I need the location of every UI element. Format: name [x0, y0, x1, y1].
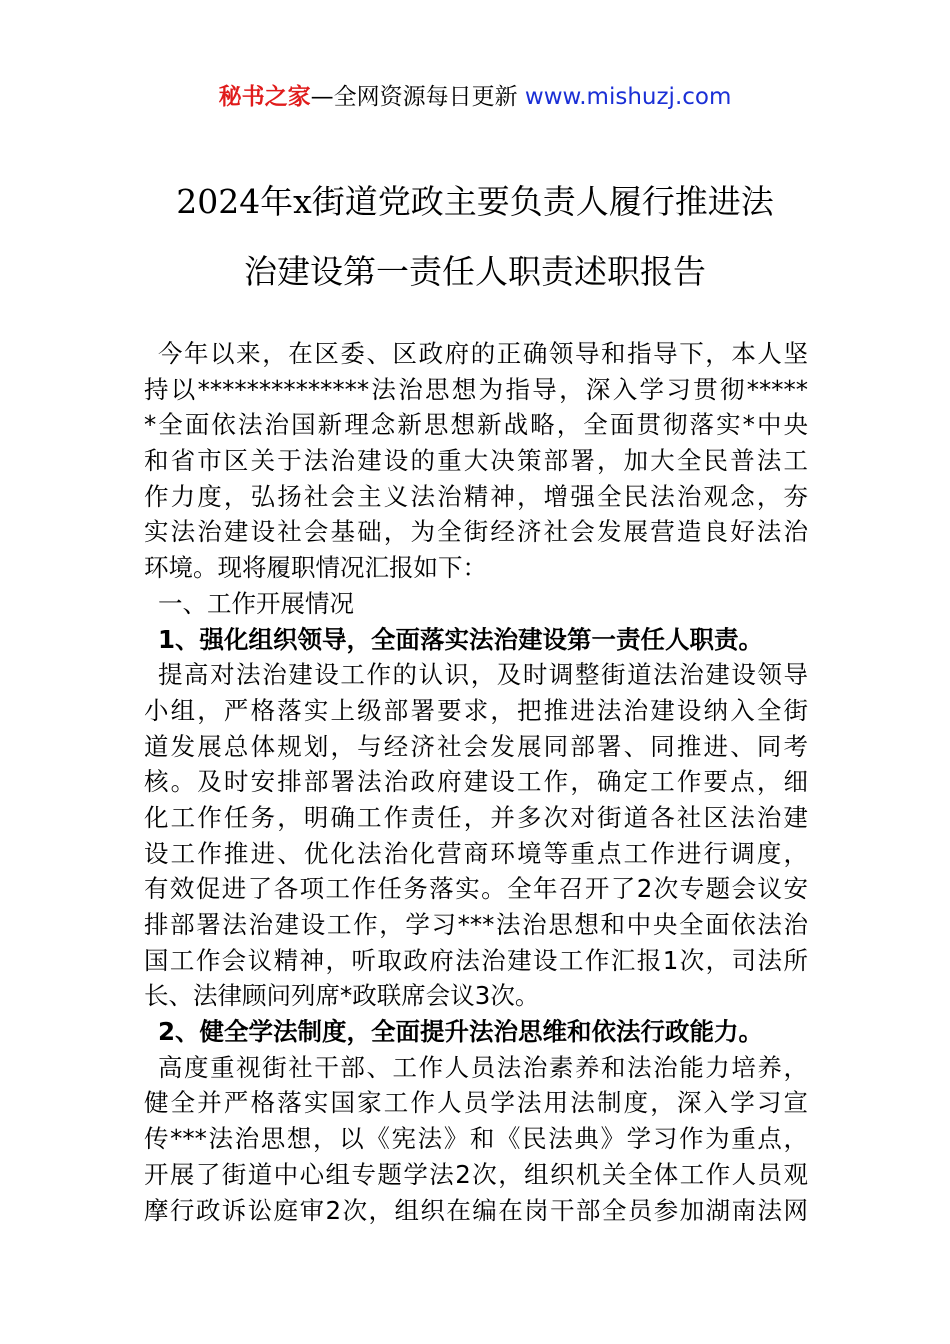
body-line: 排部署法治建设工作，学习***法治思想和中央全面依法治	[144, 910, 808, 939]
body-line: 作力度，弘扬社会主义法治精神，增强全民法治观念，夯	[144, 481, 808, 511]
body-line: 健全并严格落实国家工作人员学法用法制度，深入学习宣	[144, 1088, 808, 1118]
body-line: 核。及时安排部署法治政府建设工作，确定工作要点，细	[144, 767, 808, 797]
body-line: 实法治建设社会基础，为全街经济社会发展营造良好法治	[144, 517, 808, 547]
body-line: *全面依法治国新理念新思想新战略，全面贯彻落实*中央	[144, 410, 808, 440]
subsection-heading: 2、健全学法制度，全面提升法治思维和依法行政能力。	[158, 1017, 764, 1047]
document-title-line-2: 治建设第一责任人职责述职报告	[244, 252, 706, 291]
body-line: 提高对法治建设工作的认识，及时调整街道法治建设领导	[158, 660, 808, 690]
body-line: 摩行政诉讼庭审2次，组织在编在岗干部全员参加湖南法网	[144, 1195, 808, 1225]
document-body	[144, 336, 808, 1228]
document-title-line-1: 2024年x街道党政主要负责人履行推进法	[176, 182, 774, 221]
body-line: 长、法律顾问列席*政联席会议3次。	[144, 981, 540, 1011]
header-tagline: —全网资源每日更新	[310, 84, 525, 110]
body-line: 有效促进了各项工作任务落实。全年召开了2次专题会议安	[144, 874, 808, 904]
body-line: 国工作会议精神，听取政府法治建设工作汇报1次，司法所	[144, 945, 808, 975]
body-line: 和省市区关于法治建设的重大决策部署，加大全民普法工	[144, 446, 808, 476]
body-line: 设工作推进、优化法治化营商环境等重点工作进行调度，	[144, 838, 808, 868]
subsection-heading: 1、强化组织领导，全面落实法治建设第一责任人职责。	[158, 624, 764, 654]
section-heading: 一、工作开展情况	[158, 588, 354, 618]
body-line: 环境。现将履职情况汇报如下：	[144, 553, 487, 583]
brand-name: 秘书之家	[218, 84, 311, 110]
site-header	[0, 80, 950, 114]
body-line: 小组，严格落实上级部署要求，把推进法治建设纳入全街	[144, 695, 808, 725]
body-line: 开展了街道中心组专题学法2次，组织机关全体工作人员观	[144, 1159, 808, 1189]
body-line: 传***法治思想，以《宪法》和《民法典》学习作为重点，	[144, 1124, 808, 1154]
site-url[interactable]: www.mishuzj.com	[524, 84, 732, 110]
body-line: 道发展总体规划，与经济社会发展同部署、同推进、同考	[144, 731, 808, 761]
body-line: 化工作任务，明确工作责任，并多次对街道各社区法治建	[144, 802, 808, 832]
body-line: 持以**************法治思想为指导，深入学习贯彻*****	[144, 374, 808, 404]
body-line: 今年以来，在区委、区政府的正确领导和指导下，本人坚	[158, 339, 808, 368]
body-line: 高度重视街社干部、工作人员法治素养和法治能力培养，	[158, 1052, 808, 1082]
